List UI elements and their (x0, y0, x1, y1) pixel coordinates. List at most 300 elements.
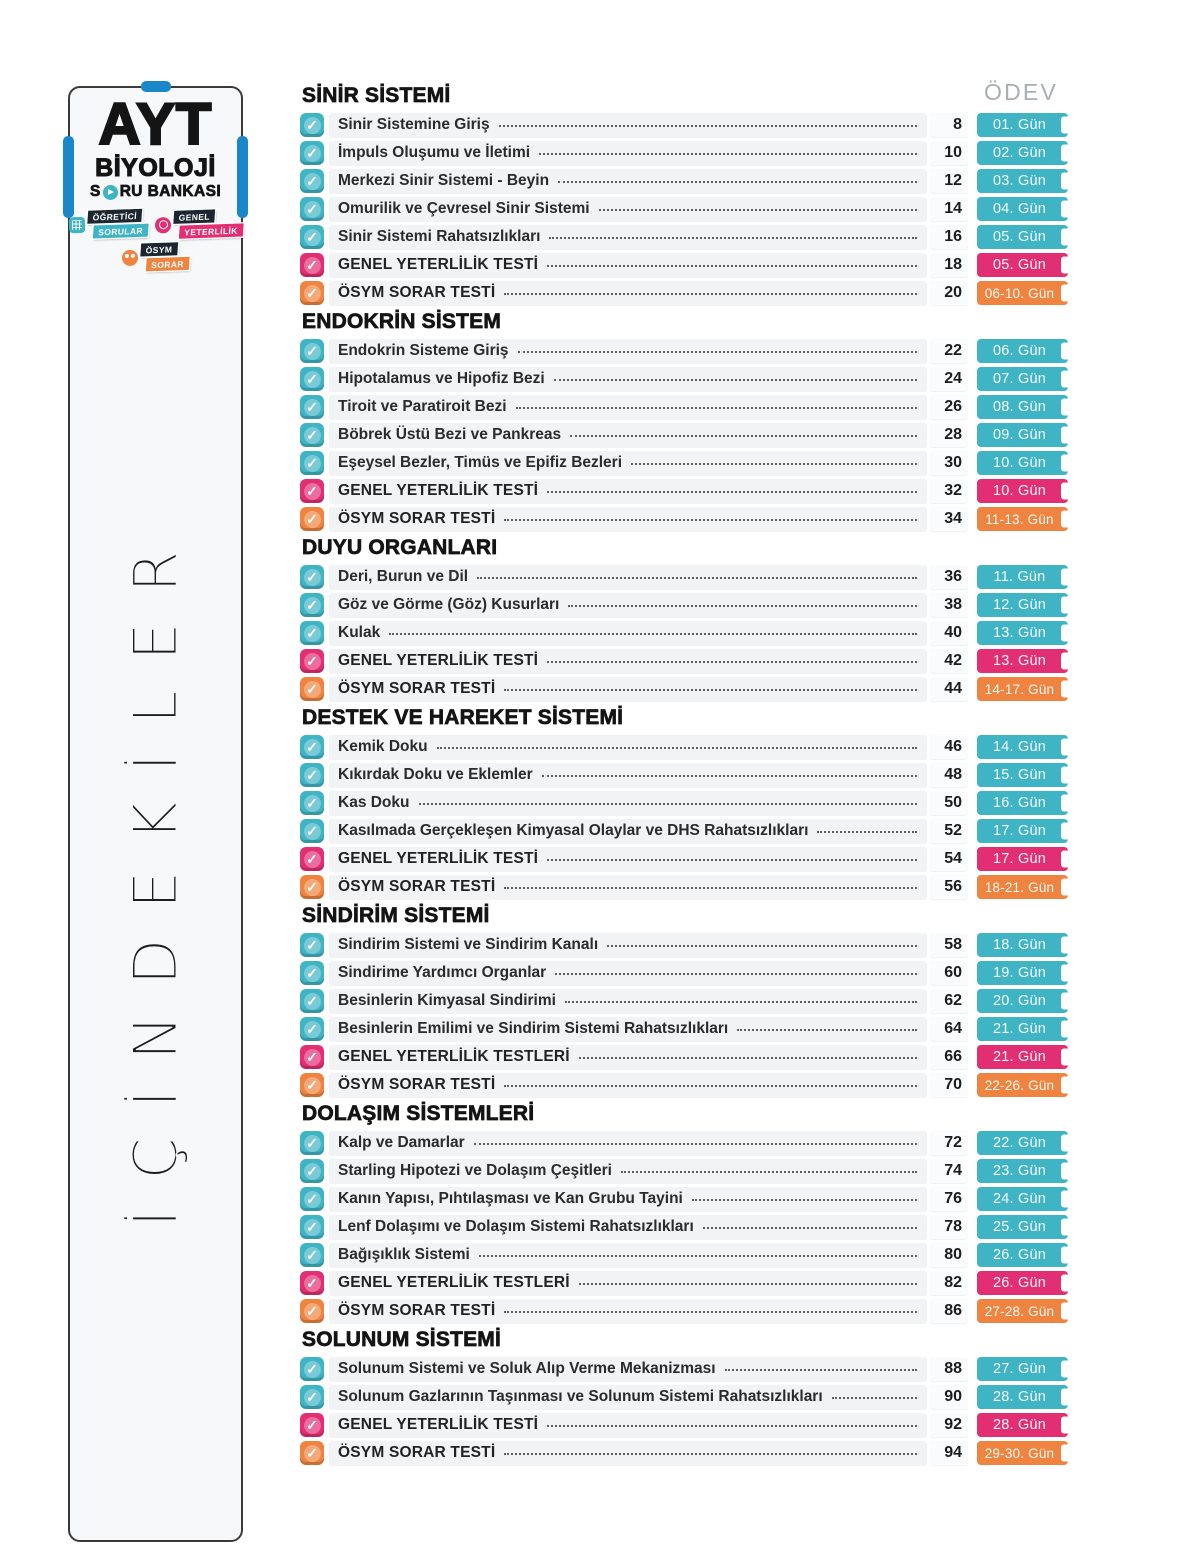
checkmark-icon (300, 169, 324, 193)
day-label: 26. Gün (993, 1247, 1046, 1263)
page-number: 62 (930, 989, 968, 1013)
page-number: 18 (930, 253, 968, 277)
day-label: 11. Gün (993, 569, 1046, 585)
page-number: 86 (930, 1299, 968, 1323)
page-number: 92 (930, 1413, 968, 1437)
page-number: 54 (930, 847, 968, 871)
day-badge[interactable] (977, 197, 1068, 221)
toc-sections (300, 83, 1068, 1465)
toc-row[interactable] (300, 819, 1068, 843)
row-bar (329, 1045, 927, 1069)
day-badge[interactable] (977, 735, 1068, 759)
badge-notch-icon (1061, 1135, 1070, 1152)
row-title: Deri, Burun ve Dil (338, 568, 469, 585)
day-label: 10. Gün (993, 455, 1046, 471)
page-number: 56 (930, 875, 968, 899)
page-number: 16 (930, 225, 968, 249)
check-glyph: ✓ (306, 652, 318, 669)
badge-notch-icon (1061, 653, 1070, 670)
check-glyph: ✓ (306, 1274, 318, 1291)
toc-row[interactable] (300, 197, 1068, 221)
check-glyph: ✓ (306, 878, 318, 895)
day-badge[interactable] (977, 847, 1068, 871)
day-label: 29-30. Gün (984, 1445, 1055, 1461)
check-glyph: ✓ (306, 370, 318, 387)
badge-notch-icon (1061, 993, 1070, 1010)
dotted-leader (621, 1171, 917, 1173)
row-bar (329, 1243, 927, 1267)
day-label: 02. Gün (993, 145, 1046, 161)
toc-row[interactable] (300, 1243, 1068, 1267)
toc-row[interactable] (300, 1045, 1068, 1069)
toc-row[interactable] (300, 1187, 1068, 1211)
badge-top-label: GENEL (173, 210, 215, 224)
toc-row[interactable] (300, 989, 1068, 1013)
dotted-leader (737, 1029, 917, 1031)
page-number: 80 (930, 1243, 968, 1267)
dotted-leader (832, 1397, 917, 1399)
badge-ogretici-sorular (68, 209, 148, 239)
row-title: GENEL YETERLİLİK TESTİ (338, 256, 539, 273)
section-title: SOLUNUM SİSTEMİ (302, 1328, 502, 1351)
badge-notch-icon (1061, 371, 1070, 388)
toc-row[interactable] (300, 875, 1068, 899)
page-number: 58 (930, 933, 968, 957)
badge-notch-icon (1061, 343, 1070, 360)
page-number: 38 (930, 593, 968, 617)
toc-section (300, 1101, 1068, 1323)
row-title: GENEL YETERLİLİK TESTLERİ (338, 1274, 570, 1291)
toc-row[interactable] (300, 281, 1068, 305)
dotted-leader (547, 1425, 917, 1427)
dotted-leader (389, 633, 917, 635)
row-title: GENEL YETERLİLİK TESTİ (338, 652, 539, 669)
dotted-leader (504, 887, 917, 889)
toc-row[interactable] (300, 961, 1068, 985)
toc-section (300, 903, 1068, 1097)
row-bar (329, 791, 927, 815)
checkmark-icon (300, 989, 324, 1013)
day-badge[interactable] (977, 1159, 1068, 1183)
badge-top-label: ÖĞRETİCİ (87, 209, 142, 224)
row-title: GENEL YETERLİLİK TESTİ (338, 482, 539, 499)
toc-section (300, 309, 1068, 531)
day-badge[interactable] (977, 1073, 1068, 1097)
logo-series (70, 183, 241, 201)
toc-row[interactable] (300, 1413, 1068, 1437)
row-bar (329, 507, 927, 531)
day-badge[interactable] (977, 1271, 1068, 1295)
toc-row[interactable] (300, 1073, 1068, 1097)
page-number: 22 (930, 339, 968, 363)
row-bar (329, 677, 927, 701)
checkmark-icon (300, 395, 324, 419)
toc-row[interactable] (300, 367, 1068, 391)
toc-row[interactable] (300, 847, 1068, 871)
section-rows (300, 735, 1068, 899)
day-badge[interactable] (977, 1441, 1068, 1465)
row-title: Lenf Dolaşımı ve Dolaşım Sistemi Rahatsızlıkları (338, 1218, 694, 1235)
row-bar (329, 423, 927, 447)
badge-notch-icon (1061, 597, 1070, 614)
day-badge[interactable] (977, 1215, 1068, 1239)
badge-notch-icon (1061, 681, 1070, 698)
row-title: ÖSYM SORAR TESTİ (338, 1076, 496, 1093)
page-number: 44 (930, 677, 968, 701)
check-glyph: ✓ (306, 284, 318, 301)
checkmark-icon (300, 1299, 324, 1323)
day-badge[interactable] (977, 169, 1068, 193)
check-glyph: ✓ (306, 426, 318, 443)
dotted-leader (579, 1057, 917, 1059)
day-badge[interactable] (977, 113, 1068, 137)
row-title: ÖSYM SORAR TESTİ (338, 1302, 496, 1319)
check-glyph: ✓ (306, 1246, 318, 1263)
check-glyph: ✓ (306, 1162, 318, 1179)
day-badge[interactable] (977, 819, 1068, 843)
page-number: 52 (930, 819, 968, 843)
badge-notch-icon (1061, 483, 1070, 500)
day-label: 18-21. Gün (984, 879, 1055, 895)
badge-notch-icon (1061, 427, 1070, 444)
section-title: DOLAŞIM SİSTEMLERİ (302, 1102, 535, 1125)
page-number: 82 (930, 1271, 968, 1295)
row-bar (329, 819, 927, 843)
row-bar (329, 225, 927, 249)
toc-row[interactable] (300, 593, 1068, 617)
checkmark-icon (300, 1159, 324, 1183)
day-badge[interactable] (977, 875, 1068, 899)
dotted-leader (516, 407, 917, 409)
toc-row[interactable] (300, 451, 1068, 475)
check-glyph: ✓ (306, 624, 318, 641)
check-glyph: ✓ (306, 228, 318, 245)
check-glyph: ✓ (306, 116, 318, 133)
dotted-leader (547, 265, 917, 267)
day-badge[interactable] (977, 593, 1068, 617)
page-number: 14 (930, 197, 968, 221)
badge-notch-icon (1061, 1417, 1070, 1434)
badge-notch-icon (1061, 851, 1070, 868)
checkmark-icon (300, 875, 324, 899)
checkmark-icon (300, 763, 324, 787)
toc-row[interactable] (300, 621, 1068, 645)
day-badge[interactable] (977, 565, 1068, 589)
toc-row[interactable] (300, 565, 1068, 589)
day-badge[interactable] (977, 1131, 1068, 1155)
dotted-leader (504, 293, 917, 295)
row-title: Böbrek Üstü Bezi ve Pankreas (338, 426, 562, 443)
checkmark-icon (300, 819, 324, 843)
section-title: SİNDİRİM SİSTEMİ (302, 904, 490, 927)
toc-row[interactable] (300, 1131, 1068, 1155)
day-badge[interactable] (977, 479, 1068, 503)
dotted-leader (568, 605, 917, 607)
toc-row[interactable] (300, 225, 1068, 249)
row-bar (329, 565, 927, 589)
day-label: 14-17. Gün (984, 681, 1055, 697)
section-rows (300, 933, 1068, 1097)
checkmark-icon (300, 1243, 324, 1267)
dotted-leader (504, 1453, 917, 1455)
toc-row[interactable] (300, 1271, 1068, 1295)
dotted-leader (549, 237, 917, 239)
row-bar (329, 253, 927, 277)
badge-notch-icon (1061, 1077, 1070, 1094)
badge-notch-icon (1061, 1361, 1070, 1378)
day-badge[interactable] (977, 649, 1068, 673)
badge-notch-icon (1061, 229, 1070, 246)
row-bar (329, 593, 927, 617)
dotted-leader (817, 831, 917, 833)
page-number: 20 (930, 281, 968, 305)
toc-row[interactable] (300, 507, 1068, 531)
book-logo (70, 88, 241, 270)
check-glyph: ✓ (306, 510, 318, 527)
dotted-leader (504, 689, 917, 691)
checkmark-icon (300, 197, 324, 221)
badge-genel-yeterlilik (154, 209, 243, 240)
check-glyph: ✓ (306, 144, 318, 161)
day-label: 21. Gün (993, 1049, 1046, 1065)
badge-bottom-label: YETERLİLİK (178, 223, 242, 238)
dotted-leader (437, 747, 917, 749)
day-label: 15. Gün (993, 767, 1046, 783)
row-title: ÖSYM SORAR TESTİ (338, 1444, 496, 1461)
row-bar (329, 479, 927, 503)
badge-notch-icon (1061, 257, 1070, 274)
day-badge[interactable] (977, 281, 1068, 305)
day-badge[interactable] (977, 1413, 1068, 1437)
day-label: 16. Gün (993, 795, 1046, 811)
toc-row[interactable] (300, 395, 1068, 419)
clip-tab-right-icon (237, 136, 248, 218)
dotted-leader (607, 945, 917, 947)
toc-row[interactable] (300, 423, 1068, 447)
clip-tab-top-icon (141, 81, 171, 92)
day-badge[interactable] (977, 367, 1068, 391)
dotted-leader (539, 153, 917, 155)
badge-notch-icon (1061, 1303, 1070, 1320)
day-badge[interactable] (977, 1357, 1068, 1381)
odev-column-header: ÖDEV (984, 79, 1058, 105)
row-bar (329, 1017, 927, 1041)
row-title: Hipotalamus ve Hipofiz Bezi (338, 370, 545, 387)
toc-row[interactable] (300, 1357, 1068, 1381)
day-badge[interactable] (977, 395, 1068, 419)
page-number: 88 (930, 1357, 968, 1381)
checkmark-icon (300, 1441, 324, 1465)
page-number: 28 (930, 423, 968, 447)
row-bar (329, 847, 927, 871)
day-label: 06-10. Gün (984, 285, 1055, 301)
day-badge[interactable] (977, 1299, 1068, 1323)
section-title: SİNİR SİSTEMİ (302, 84, 451, 107)
day-label: 11-13. Gün (985, 511, 1054, 527)
check-glyph: ✓ (306, 1020, 318, 1037)
row-title: ÖSYM SORAR TESTİ (338, 510, 496, 527)
day-badge[interactable] (977, 451, 1068, 475)
check-glyph: ✓ (306, 1444, 318, 1461)
badge-bottom-label: SORULAR (93, 223, 149, 238)
row-bar (329, 875, 927, 899)
check-glyph: ✓ (306, 1218, 318, 1235)
badge-notch-icon (1061, 145, 1070, 162)
page-number: 12 (930, 169, 968, 193)
page-number: 78 (930, 1215, 968, 1239)
toc-row[interactable] (300, 253, 1068, 277)
toc-content (300, 80, 1068, 1469)
toc-row[interactable] (300, 141, 1068, 165)
row-title: İmpuls Oluşumu ve İletimi (338, 144, 531, 161)
day-badge[interactable] (977, 141, 1068, 165)
day-label: 03. Gün (993, 173, 1046, 189)
dotted-leader (570, 435, 917, 437)
toc-row[interactable] (300, 1215, 1068, 1239)
feature-badges (70, 210, 241, 270)
day-badge[interactable] (977, 1243, 1068, 1267)
check-glyph: ✓ (306, 794, 318, 811)
day-badge[interactable] (977, 933, 1068, 957)
row-bar (329, 1131, 927, 1155)
day-badge[interactable] (977, 621, 1068, 645)
page-number: 90 (930, 1385, 968, 1409)
day-badge[interactable] (977, 989, 1068, 1013)
checkmark-icon (300, 451, 324, 475)
row-bar (329, 1073, 927, 1097)
toc-row[interactable] (300, 677, 1068, 701)
row-bar (329, 763, 927, 787)
toc-row[interactable] (300, 1299, 1068, 1323)
checkmark-icon (300, 735, 324, 759)
badge-notch-icon (1061, 823, 1070, 840)
dotted-leader (554, 379, 917, 381)
check-glyph: ✓ (306, 1388, 318, 1405)
row-bar (329, 1357, 927, 1381)
day-badge[interactable] (977, 677, 1068, 701)
toc-row[interactable] (300, 339, 1068, 363)
checkmark-icon (300, 649, 324, 673)
row-bar (329, 395, 927, 419)
toc-row[interactable] (300, 113, 1068, 137)
checkmark-icon (300, 1187, 324, 1211)
badge-notch-icon (1061, 1191, 1070, 1208)
section-rows (300, 339, 1068, 531)
day-badge[interactable] (977, 339, 1068, 363)
day-badge[interactable] (977, 225, 1068, 249)
day-label: 26. Gün (993, 1275, 1046, 1291)
check-glyph: ✓ (306, 1302, 318, 1319)
badge-notch-icon (1061, 1445, 1070, 1462)
dotted-leader (565, 1001, 917, 1003)
check-glyph: ✓ (306, 1416, 318, 1433)
row-title: Kalp ve Damarlar (338, 1134, 465, 1151)
day-badge[interactable] (977, 423, 1068, 447)
checkmark-icon (300, 677, 324, 701)
badge-notch-icon (1061, 879, 1070, 896)
row-bar (329, 961, 927, 985)
day-label: 09. Gün (993, 427, 1046, 443)
badge-notch-icon (1061, 511, 1070, 528)
page-number: 26 (930, 395, 968, 419)
section-rows (300, 565, 1068, 701)
day-badge[interactable] (977, 253, 1068, 277)
day-label: 12. Gün (993, 597, 1046, 613)
check-glyph: ✓ (306, 482, 318, 499)
dotted-leader (547, 491, 917, 493)
row-bar (329, 169, 927, 193)
day-badge[interactable] (977, 791, 1068, 815)
check-glyph: ✓ (306, 850, 318, 867)
page-number: 64 (930, 1017, 968, 1041)
day-badge[interactable] (977, 1045, 1068, 1069)
page-number: 94 (930, 1441, 968, 1465)
toc-row[interactable] (300, 1385, 1068, 1409)
toc-row[interactable] (300, 1017, 1068, 1041)
dotted-leader (547, 859, 917, 861)
day-badge[interactable] (977, 1017, 1068, 1041)
day-label: 17. Gün (993, 823, 1046, 839)
day-label: 28. Gün (993, 1417, 1046, 1433)
toc-row[interactable] (300, 791, 1068, 815)
day-label: 04. Gün (993, 201, 1046, 217)
toc-row[interactable] (300, 479, 1068, 503)
day-badge[interactable] (977, 1187, 1068, 1211)
page-number: 66 (930, 1045, 968, 1069)
row-title: Kasılmada Gerçekleşen Kimyasal Olaylar ve DHS Rahatsızlıkları (338, 822, 809, 839)
toc-row[interactable] (300, 1441, 1068, 1465)
section-rows (300, 113, 1068, 305)
toc-row[interactable] (300, 735, 1068, 759)
day-badge[interactable] (977, 1385, 1068, 1409)
row-bar (329, 197, 927, 221)
toc-row[interactable] (300, 933, 1068, 957)
toc-row[interactable] (300, 763, 1068, 787)
checkmark-icon (300, 565, 324, 589)
section-title: ENDOKRİN SİSTEM (302, 310, 502, 333)
checkmark-icon (300, 1045, 324, 1069)
toc-row[interactable] (300, 169, 1068, 193)
check-glyph: ✓ (306, 1076, 318, 1093)
row-title: Kanın Yapısı, Pıhtılaşması ve Kan Grubu Tayini (338, 1190, 683, 1207)
row-bar (329, 451, 927, 475)
toc-row[interactable] (300, 649, 1068, 673)
check-glyph: ✓ (306, 1134, 318, 1151)
toc-row[interactable] (300, 1159, 1068, 1183)
day-badge[interactable] (977, 961, 1068, 985)
badge-notch-icon (1061, 1275, 1070, 1292)
row-title: Besinlerin Kimyasal Sindirimi (338, 992, 556, 1009)
day-badge[interactable] (977, 763, 1068, 787)
badge-notch-icon (1061, 965, 1070, 982)
row-title: Kas Doku (338, 794, 410, 811)
row-bar (329, 1187, 927, 1211)
page-number: 34 (930, 507, 968, 531)
logo-series-post: RU BANKASI (119, 183, 222, 201)
day-label: 23. Gün (993, 1163, 1046, 1179)
dotted-leader (504, 1311, 917, 1313)
badge-notch-icon (1061, 455, 1070, 472)
day-badge[interactable] (977, 507, 1068, 531)
day-label: 22. Gün (993, 1135, 1046, 1151)
dotted-leader (419, 803, 918, 805)
badge-notch-icon (1061, 739, 1070, 756)
badge-notch-icon (1061, 795, 1070, 812)
checkmark-icon (300, 1413, 324, 1437)
check-glyph: ✓ (306, 172, 318, 189)
badge-notch-icon (1061, 1049, 1070, 1066)
toc-section (300, 1327, 1068, 1465)
